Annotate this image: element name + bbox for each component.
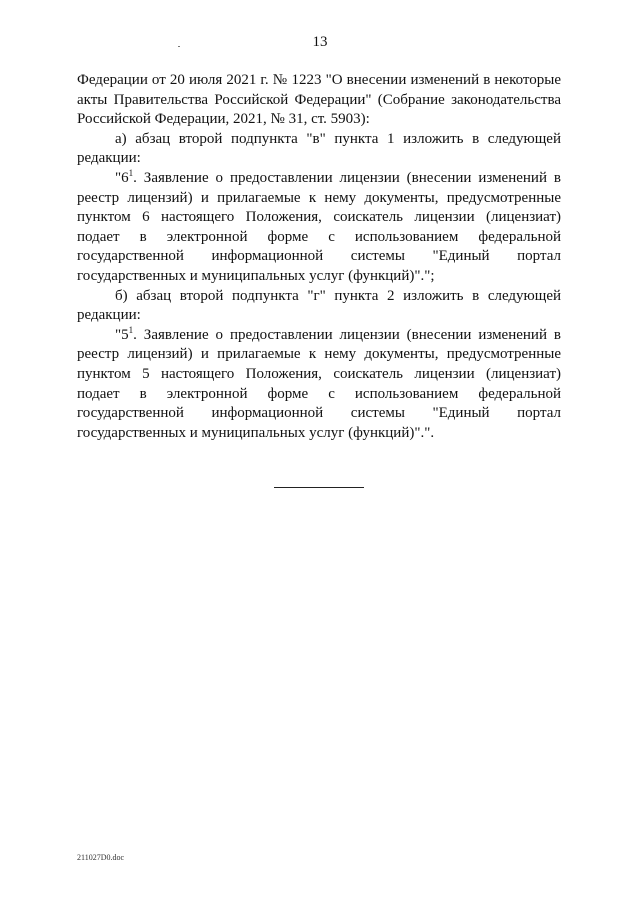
end-divider — [274, 487, 364, 488]
item-b-paragraph: б) абзац второй подпункта "г" пункта 2 изложить в следующей редакции: — [77, 287, 561, 324]
scan-speck — [178, 46, 180, 47]
quote-b-open: "5 — [115, 326, 129, 343]
quote-b-text: . Заявление о предоставлении лицензии (внесении изменений в реестр лицензий) и прилагаемые к нему документы, предусмотренные пунктом 5 настоящего Положения, соискатель лицензии (лицензиат) подает в электронной форме с использованием федеральной государственной информационной системы "Единый портал государственных и муниципальных услуг (функций)".". — [77, 326, 561, 441]
document-body — [77, 71, 561, 443]
intro-paragraph: Федерации от 20 июля 2021 г. № 1223 "О внесении изменений в некоторые акты Правительства Российской Федерации" (Собрание законодательства Российской Федерации, 2021, № 31, ст. 5903): — [77, 72, 561, 128]
quote-a-text: . Заявление о предоставлении лицензии (внесении изменений в реестр лицензий) и прилагаемые к нему документы, предусмотренные пунктом 6 настоящего Положения, соискатель лицензии (лицензиат) подает в электронной форме с использованием федеральной государственной информационной системы "Единый портал государственных и муниципальных услуг (функций)"."; — [77, 169, 561, 284]
quote-a-superscript: 1 — [128, 167, 134, 178]
item-a-paragraph: а) абзац второй подпункта "в" пункта 1 изложить в следующей редакции: — [77, 130, 561, 167]
document-code: 211027D0.doc — [77, 853, 125, 862]
quote-b-paragraph — [77, 326, 561, 444]
page-number: 13 — [312, 34, 328, 50]
quote-a-open: "6 — [115, 169, 129, 186]
quote-b-superscript: 1 — [128, 324, 134, 335]
quote-a-paragraph — [77, 169, 561, 287]
